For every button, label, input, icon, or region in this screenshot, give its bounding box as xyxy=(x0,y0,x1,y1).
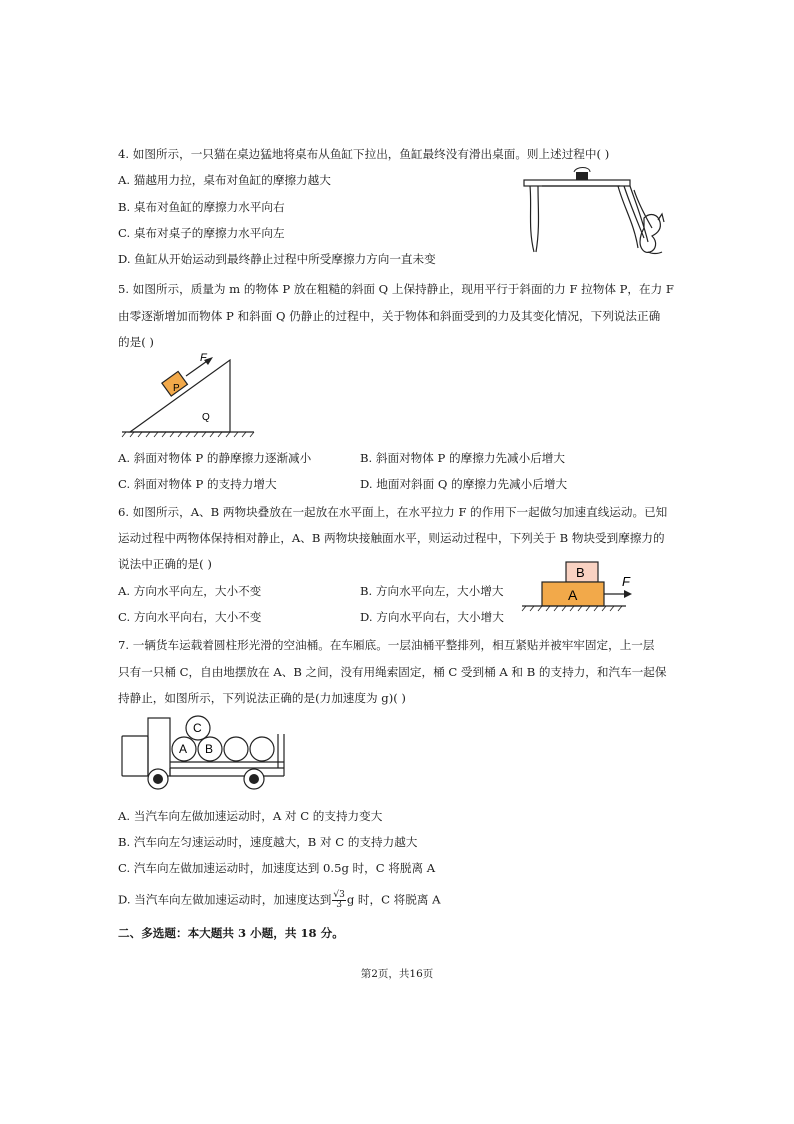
q5-stem-line1: 5. 如图所示，质量为 m 的物体 P 放在粗糙的斜面 Q 上保持静止，现用平行于斜面的力 F 拉物体 P，在力 F xyxy=(118,282,674,296)
q5-incline-figure xyxy=(120,354,260,440)
q7-option-d-numerator: √3 xyxy=(333,890,345,900)
q5-option-a: A. 斜面对物体 P 的静摩擦力逐渐减小 xyxy=(118,451,312,465)
q6-stem-line2: 运动过程中两物体保持相对静止，A、B 两物块接触面水平，则运动过程中，下列关于 B 物块受到摩擦力的 xyxy=(118,531,665,545)
q5-option-c: C. 斜面对物体 P 的支持力增大 xyxy=(118,477,277,491)
q7-figure-label-a: A xyxy=(179,742,188,756)
q6-option-b: B. 方向水平向左，大小增大 xyxy=(360,584,504,598)
q5-figure-label-f: F xyxy=(200,352,207,364)
q4-option-a: A. 猫越用力拉，桌布对鱼缸的摩擦力越大 xyxy=(118,173,331,187)
q5-stem-line2: 由零逐渐增加而物体 P 和斜面 Q 仍静止的过程中，关于物体和斜面受到的力及其变化情况，下列说法正确 xyxy=(118,309,661,323)
q4-option-d: D. 鱼缸从开始运动到最终静止过程中所受摩擦力方向一直未变 xyxy=(118,252,436,266)
q6-figure-label-b: B xyxy=(576,565,585,580)
q7-option-c: C. 汽车向左做加速运动时，加速度达到 0.5g 时，C 将脱离 A xyxy=(118,861,436,875)
q7-option-d-denominator: 3 xyxy=(336,900,342,910)
q7-stem-line1: 7. 一辆货车运载着圆柱形光滑的空油桶。在车厢底。一层油桶平整排列，相互紧贴并被牢牢固定，上一层 xyxy=(118,638,655,652)
q4-option-b: B. 桌布对鱼缸的摩擦力水平向右 xyxy=(118,200,285,214)
q7-stem-line3: 持静止，如图所示，下列说法正确的是(力加速度为 g)( ) xyxy=(118,691,406,705)
q5-figure-label-p: P xyxy=(173,383,180,394)
q6-figure-label-f: F xyxy=(622,574,630,589)
q7-stem-line2: 只有一只桶 C，自由地摆放在 A、B 之间，没有用绳索固定，桶 C 受到桶 A 和 B 的支持力，和汽车一起保 xyxy=(118,665,667,679)
q6-stem-line3: 说法中正确的是( ) xyxy=(118,557,212,571)
q7-option-a: A. 当汽车向左做加速运动时，A 对 C 的支持力变大 xyxy=(118,809,383,823)
q5-option-d: D. 地面对斜面 Q 的摩擦力先减小后增大 xyxy=(360,477,568,491)
q5-stem-line3: 的是( ) xyxy=(118,335,154,349)
q7-option-d-text-after: g 时，C 将脱离 A xyxy=(346,892,441,907)
q4-option-c: C. 桌布对桌子的摩擦力水平向左 xyxy=(118,226,285,240)
q4-stem: 4. 如图所示，一只猫在桌边猛地将桌布从鱼缸下拉出，鱼缸最终没有滑出桌面。则上述过程中( ) xyxy=(118,147,610,161)
q7-truck-figure xyxy=(118,712,292,792)
q6-figure-label-a: A xyxy=(568,587,578,603)
q7-option-d xyxy=(118,891,441,910)
q7-option-b: B. 汽车向左匀速运动时，速度越大，B 对 C 的支持力越大 xyxy=(118,835,418,849)
q7-option-d-text-before: D. 当汽车向左做加速运动时，加速度达到 xyxy=(118,892,332,907)
q6-option-a: A. 方向水平向左，大小不变 xyxy=(118,584,262,598)
q6-blocks-figure xyxy=(520,560,648,616)
q6-option-c: C. 方向水平向右，大小不变 xyxy=(118,610,262,624)
q7-figure-label-c: C xyxy=(193,721,202,735)
q5-figure-label-q: Q xyxy=(202,412,210,423)
q7-figure-label-b: B xyxy=(205,742,214,756)
q6-option-d: D. 方向水平向右，大小增大 xyxy=(360,610,504,624)
section-2-heading: 二、多选题：本大题共 3 小题，共 18 分。 xyxy=(118,926,344,940)
q4-cat-table-figure xyxy=(520,168,670,258)
q5-option-b: B. 斜面对物体 P 的摩擦力先减小后增大 xyxy=(360,451,565,465)
page-footer: 第2页，共16页 xyxy=(360,968,434,980)
q7-option-d-fraction xyxy=(332,891,345,910)
q6-stem-line1: 6. 如图所示，A、B 两物块叠放在一起放在水平面上，在水平拉力 F 的作用下一起做匀加速直线运动。已知 xyxy=(118,505,668,519)
